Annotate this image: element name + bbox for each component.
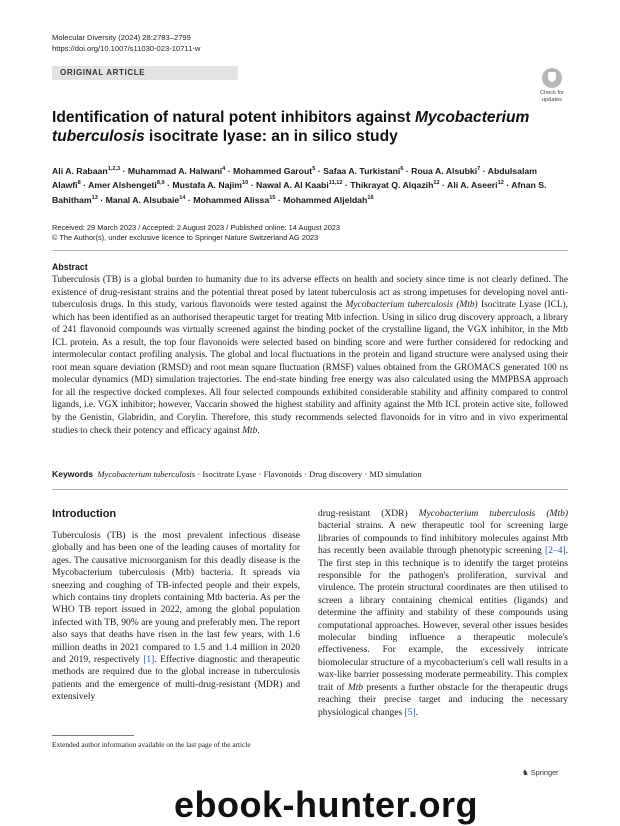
intro-text: presents a further obstacle for the therapeutic drugs reaching their precise target and inducing the necessary physiological changes: [318, 682, 568, 718]
keywords-rest: · Isocitrate Lyase · Flavonoids · Drug discovery · MD simulation: [195, 469, 422, 479]
author-name[interactable]: Amer Alshengeti: [88, 180, 157, 191]
crossmark-label-2: updates: [542, 96, 562, 103]
abstract-body: [52, 274, 568, 437]
author-name[interactable]: Mustafa A. Najim: [172, 180, 243, 191]
dates-line: Received: 29 March 2023 / Accepted: 2 August 2023 / Published online: 14 August 2023: [52, 223, 341, 232]
check-for-updates-button[interactable]: [536, 68, 568, 106]
intro-text: .: [415, 707, 418, 718]
author-affiliation: 8,9: [156, 180, 165, 187]
author-name[interactable]: Mohammed Aljeldah: [283, 194, 368, 205]
author-name[interactable]: Ali A. Rabaan: [52, 165, 108, 176]
copyright-line: © The Author(s), under exclusive licence to Springer Nature Switzerland AG 2023: [52, 233, 319, 243]
author-affiliation: 14: [179, 194, 186, 201]
abstract-text-2: Isocitrate Lyase (ICL), which has been identified as an authorised therapeutic target for treating Mtb infection. Using in silico drug discovery approach, a library of 241 flavonoid compounds was virtually screened against the binding pocket of the crystalline ligand, the VGX inhibitor, in the Mtb ICL protein. As a result, the top four flavonoids were selected based on binding score and were further considered for redocking and intermolecular contact profiling analysis. The global and local fluctuations in the protein and ligand structure were analysed using their root mean square deviation (RMSD) and root mean square fluctuation (RMSF) values obtained from the GROMACS generated 100 ns molecular dynamics (MD) simulation trajectories. The end-state binding free energy was also calculated using the MMPBSA approach for all the respective docked complexes. All four selected compounds exhibited considerable stability and affinity compared to control ligands, i.e. VGX inhibitor; however, Vaccarin showed the highest stability and affinity against the Mtb ICL protein active site, followed by the Genistin, Glabridin, and Corylin. Therefore, this study recommends selected flavonoids for in vitro and in vivo experimental studies to check their potency and efficacy against: [52, 300, 568, 436]
intro-text: . The first step in this technique is to identify the target proteins responsible for the pathogen's proliferation, survival and virulence. The protein structural coordinates are then utilised to screen a library containing chemical entities (ligands) and determine the affinity and stability of these compounds using computational approaches. However, several other issues besides molecular binding influence a therapeutic molecule's effectiveness. For example, the excessively intricate biomolecular structure of a mycobacterium's cell wall results in a wax-like barrier possessing moderate permeability. This complex trait of: [318, 546, 568, 693]
publisher-logo: [522, 768, 559, 777]
intro-italic: Mtb: [347, 682, 364, 693]
author-affiliation: 1,2,3: [107, 166, 121, 172]
article-title: [52, 108, 552, 146]
intro-italic: Mycobacterium tuberculosis (Mtb): [418, 509, 568, 519]
author-name[interactable]: Safaa A. Turkistani: [323, 165, 401, 176]
article-dates: [52, 223, 340, 243]
title-part-1: Identification of natural potent inhibitors against: [52, 109, 415, 126]
author-name[interactable]: Mohammed Alissa: [193, 194, 270, 205]
reference-link[interactable]: [2–4]: [545, 546, 566, 557]
article-type-badge: ORIGINAL ARTICLE: [52, 66, 238, 80]
abstract-text-3: .: [257, 425, 260, 436]
abstract-text-1: Tuberculosis (TB) is a global burden to humanity due to its adverse effects on health and society since time is not clearly defined. The existence of drug-resistant strains and the potential threat posed by latent tuberculosis act as strong impetuses for developing novel anti-tuberculosis drugs. In this study, various flavonoids were tested against the: [52, 275, 568, 311]
author-affiliation: 6: [400, 166, 404, 172]
reference-link[interactable]: [1]: [143, 655, 155, 666]
author-affiliation: 8: [77, 180, 81, 187]
author-name[interactable]: Roua A. Alsubki: [411, 165, 478, 176]
author-affiliation: 10: [242, 180, 249, 187]
author-affiliation: 4: [222, 166, 226, 172]
journal-citation: Molecular Diversity (2024) 28:2783–2799: [52, 33, 191, 42]
keywords-label: Keywords: [52, 469, 94, 479]
intro-text: drug-resistant (XDR): [318, 509, 419, 519]
author-affiliation: 15: [269, 194, 276, 201]
intro-text: Tuberculosis (TB) is the most prevalent infectious disease globally and has been one of the leading causes of mortality for ages. The causative microorganism for this deadly disease is the Mycobacterium tuberculosis (Mtb) bacteria. It spreads via sneezing and coughing of TB-infected people and their expels, which contains tiny droplets containing Mtb bacteria. As per the WHO TB report issued in 2022, among the global population infected with TB, 90% are young and preferably men. The report also says that deaths have risen in the last few years, with 1.6 million deaths in 2021 compared to 1.5 and 1.4 million in 2020 and 2019, respectively: [52, 531, 300, 666]
crossmark-label-1: Check for: [540, 90, 564, 96]
reference-link[interactable]: [5]: [404, 707, 416, 718]
author-name[interactable]: Manal A. Alsubaie: [105, 194, 180, 205]
author-name[interactable]: Afnan S. Bahitham: [52, 180, 547, 205]
intro-text: . Effective diagnostic and therapeutic methods are required due to the global increase in tuberculosis patients and the emergence of multi-drug-resistant (MDR) and extensively: [52, 655, 300, 703]
author-affiliation: 12: [497, 180, 504, 187]
keywords: [52, 469, 568, 480]
intro-column-1: [52, 530, 300, 704]
author-affiliation: 12: [433, 180, 440, 187]
title-part-2: isocitrate lyase: an in silico study: [144, 128, 398, 145]
author-name[interactable]: Thikrayat Q. Alqazih: [350, 180, 434, 191]
abstract-italic-2: Mtb: [242, 425, 258, 436]
publisher-name: Springer: [530, 768, 559, 777]
author-list: Ali A. Rabaan$^{1,2,3}$ · Muhammad A. Halwani$^4$ · Mohammed Garout$^5$ · Safaa A. Turkistani$^6$ · Roua A. Alsubki$^7$ · Abdulsalam Alawfi$^8$ · Amer Alshengeti$^{8,9}$ · Mustafa A. Najim$^{10}$ · Nawal A. Al Kaabi$^{11,12}$ · Thikrayat Q. Alqazih$^{12}$ · Ali A. Aseeri$^{12}$ · Afnan S. Bahitham$^{13}$ · Manal A. Alsubaie$^{14}$ · Mohammed Alissa$^{15}$ · Mohammed Aljeldah$^{16}$: [52, 165, 547, 205]
divider: [52, 489, 568, 490]
author-affiliation: 16: [367, 194, 374, 201]
footnote: Extended author information available on the last page of the article: [52, 740, 251, 749]
author-name[interactable]: Ali A. Aseeri: [447, 180, 498, 191]
crossmark-icon: [542, 68, 562, 88]
journal-doi[interactable]: https://doi.org/10.1007/s11030-023-10711-w: [52, 43, 201, 53]
author-affiliation: 5: [312, 166, 316, 172]
watermark: ebook-hunter.org: [174, 784, 478, 825]
author-name[interactable]: Nawal A. Al Kaabi: [256, 180, 329, 191]
journal-header: [52, 33, 200, 54]
divider: [52, 250, 568, 251]
keyword-italic: Mycobacterium tuberculosis: [97, 469, 196, 479]
author-name[interactable]: Abdulsalam Alawfi: [52, 165, 537, 191]
abstract-heading: Abstract: [52, 262, 88, 272]
author-affiliation: 13: [91, 194, 98, 201]
springer-horse-icon: ♞: [522, 768, 529, 777]
footnote-divider: [52, 735, 134, 736]
abstract-italic-1: Mycobacterium tuberculosis (Mtb): [345, 300, 478, 311]
author-name[interactable]: Muhammad A. Halwani: [127, 165, 223, 176]
section-heading-introduction: Introduction: [52, 508, 117, 520]
author-affiliation: 7: [477, 166, 481, 172]
intro-text: bacterial strains. A new therapeutic tool for screening large libraries of compounds to find inhibitory molecules against Mtb has recently been available through phenotypic screening: [318, 521, 568, 557]
author-name[interactable]: Mohammed Garout: [233, 165, 313, 176]
title-italic: Mycobacterium tuberculosis: [52, 109, 530, 145]
intro-column-2: [318, 508, 568, 719]
author-affiliation: 11,12: [328, 180, 343, 187]
